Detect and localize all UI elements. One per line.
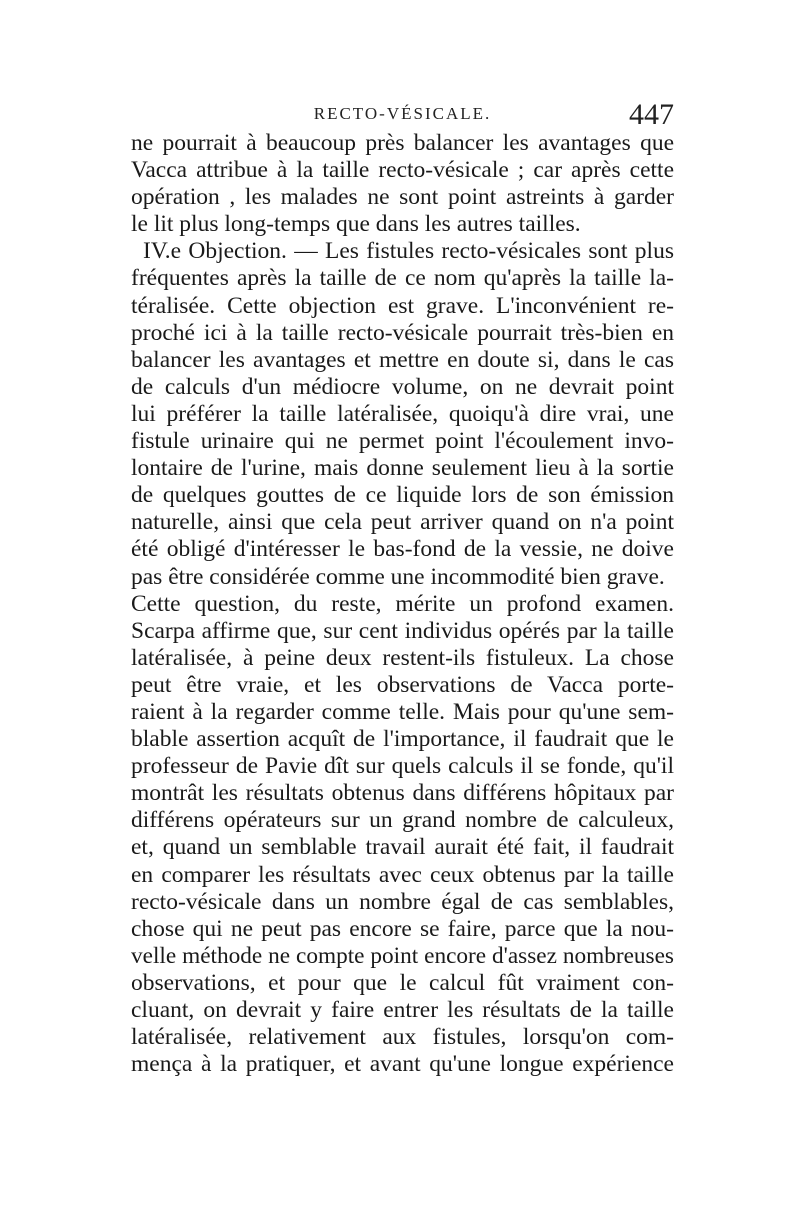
text-line: Vacca attribue à la taille recto-vésicale ; car après cette [131,157,674,184]
running-title: RECTO-VÉSICALE. [313,104,492,123]
text-line: Scarpa affirme que, sur cent individus opérés par la taille [131,617,674,644]
text-line: velle méthode ne compte point encore d'assez nombreuses [131,942,674,969]
text-line: blable assertion acquît de l'importance, il faudrait que le [131,726,674,753]
text-line: fréquentes après la taille de ce nom qu'après la taille la- [131,265,674,292]
text-line: opération , les malades ne sont point astreints à garder [131,184,674,211]
text-line: naturelle, ainsi que cela peut arriver quand on n'a point [131,509,674,536]
text-line: professeur de Pavie dît sur quels calculs il se fonde, qu'il [131,753,674,780]
text-line: IV.e Objection. — Les fistules recto-vésicales sont plus [143,238,674,265]
text-line: observations, et pour que le calcul fût vraiment con- [131,969,674,996]
text-line: en comparer les résultats avec ceux obtenus par la taille [131,861,674,888]
text-line: de quelques gouttes de ce liquide lors de son émission [131,482,674,509]
text-line: différens opérateurs sur un grand nombre de calculeux, [131,807,674,834]
text-line: et, quand un semblable travail aurait été fait, il faudrait [131,834,674,861]
text-line: été obligé d'intéresser le bas-fond de la vessie, ne doive [131,536,674,563]
text-line: téralisée. Cette objection est grave. L'inconvénient re- [131,292,674,319]
text-line: Cette question, du reste, mérite un profond examen. [131,590,674,617]
text-line: fistule urinaire qui ne permet point l'écoulement invo- [131,428,674,455]
text-line: chose qui ne peut pas encore se faire, parce que la nou- [131,915,674,942]
text-line: proché ici à la taille recto-vésicale pourrait très-bien en [131,319,674,346]
text-line: recto-vésicale dans un nombre égal de cas semblables, [131,888,674,915]
text-line: pas être considérée comme une incommodité bien grave. [131,563,665,590]
body-text [131,130,674,1078]
text-line: le lit plus long-temps que dans les autres tailles. [131,211,581,238]
text-line: balancer les avantages et mettre en doute si, dans le cas [131,346,674,373]
text-line: latéralisée, à peine deux restent-ils fistuleux. La chose [131,644,674,671]
text-line: lui préférer la taille latéralisée, quoiqu'à dire vrai, une [131,400,674,427]
text-line: montrât les résultats obtenus dans différens hôpitaux par [131,780,674,807]
text-line: ne pourrait à beaucoup près balancer les avantages que [131,130,674,156]
text-line: lontaire de l'urine, mais donne seulement lieu à la sortie [131,455,674,482]
page-number: 447 [629,98,674,131]
text-line: peut être vraie, et les observations de Vacca porte- [131,671,674,698]
text-line: latéralisée, relativement aux fistules, lorsqu'on com- [131,1024,674,1051]
text-line: cluant, on devrait y faire entrer les résultats de la taille [131,997,674,1023]
text-line: mença à la pratiquer, et avant qu'une longue expérience [131,1051,674,1078]
text-line: de calculs d'un médiocre volume, on ne devrait point [131,373,674,400]
running-header [131,98,674,131]
text-line: raient à la regarder comme telle. Mais pour qu'une sem- [131,698,674,725]
